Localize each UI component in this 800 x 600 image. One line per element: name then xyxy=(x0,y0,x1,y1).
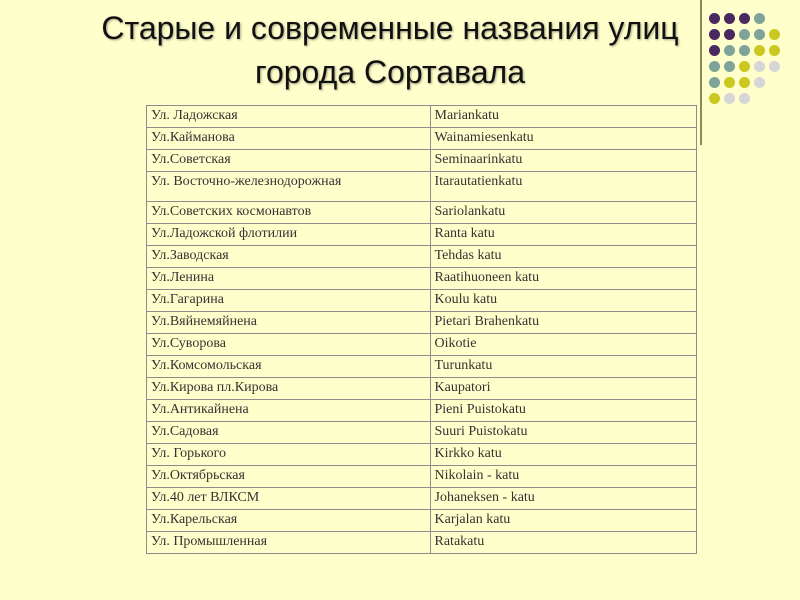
table-row xyxy=(147,466,697,488)
decorative-dot xyxy=(709,29,720,40)
old-street-name-cell: Ул.Советская xyxy=(147,150,431,172)
table-row xyxy=(147,106,697,128)
modern-street-name-cell: Pieni Puistokatu xyxy=(430,400,697,422)
modern-street-name-cell: Itarautatienkatu xyxy=(430,172,697,202)
decorative-dot xyxy=(724,93,735,104)
street-names-table xyxy=(146,105,697,554)
table-row xyxy=(147,356,697,378)
table-row xyxy=(147,290,697,312)
decorative-dot xyxy=(739,61,750,72)
table-row xyxy=(147,150,697,172)
decorative-dot xyxy=(724,45,735,56)
decorative-dot xyxy=(769,45,780,56)
old-street-name-cell: Ул. Восточно-железнодорожная xyxy=(147,172,431,202)
decorative-dot xyxy=(709,45,720,56)
old-street-name-cell: Ул.Садовая xyxy=(147,422,431,444)
old-street-name-cell: Ул.Кайманова xyxy=(147,128,431,150)
old-street-name-cell: Ул.Октябрьская xyxy=(147,466,431,488)
decorative-dot xyxy=(754,77,765,88)
modern-street-name-cell: Kirkko katu xyxy=(430,444,697,466)
old-street-name-cell: Ул.Ленина xyxy=(147,268,431,290)
old-street-name-cell: Ул.40 лет ВЛКСМ xyxy=(147,488,431,510)
modern-street-name-cell: Mariankatu xyxy=(430,106,697,128)
decorative-dot xyxy=(739,93,750,104)
decorative-dot-grid xyxy=(709,13,780,104)
modern-street-name-cell: Suuri Puistokatu xyxy=(430,422,697,444)
decorative-dot xyxy=(739,77,750,88)
table-row xyxy=(147,378,697,400)
modern-street-name-cell: Raatihuoneen katu xyxy=(430,268,697,290)
old-street-name-cell: Ул. Промышленная xyxy=(147,532,431,554)
modern-street-name-cell: Turunkatu xyxy=(430,356,697,378)
old-street-name-cell: Ул. Горького xyxy=(147,444,431,466)
table-row xyxy=(147,510,697,532)
old-street-name-cell: Ул.Вяйнемяйнена xyxy=(147,312,431,334)
slide-title-line-2: города Сортавала xyxy=(254,54,525,90)
table-row xyxy=(147,224,697,246)
table-row xyxy=(147,128,697,150)
decorative-dot xyxy=(724,13,735,24)
decorative-dot xyxy=(739,29,750,40)
old-street-name-cell: Ул.Карельская xyxy=(147,510,431,532)
decorative-dot xyxy=(754,45,765,56)
table-row xyxy=(147,532,697,554)
modern-street-name-cell: Oikotie xyxy=(430,334,697,356)
table-row xyxy=(147,422,697,444)
modern-street-name-cell: Johaneksen - katu xyxy=(430,488,697,510)
old-street-name-cell: Ул.Советских космонавтов xyxy=(147,202,431,224)
modern-street-name-cell: Wainamiesenkatu xyxy=(430,128,697,150)
decorative-dot xyxy=(754,29,765,40)
table-row xyxy=(147,268,697,290)
modern-street-name-cell: Karjalan katu xyxy=(430,510,697,532)
table-row xyxy=(147,488,697,510)
decorative-dot xyxy=(769,29,780,40)
old-street-name-cell: Ул.Комсомольская xyxy=(147,356,431,378)
modern-street-name-cell: Koulu katu xyxy=(430,290,697,312)
table-row xyxy=(147,172,697,202)
old-street-name-cell: Ул.Антикайнена xyxy=(147,400,431,422)
old-street-name-cell: Ул.Заводская xyxy=(147,246,431,268)
decorative-dot xyxy=(724,29,735,40)
table-row xyxy=(147,202,697,224)
decorative-dot xyxy=(739,45,750,56)
decorative-vertical-line xyxy=(700,0,702,145)
decorative-dot xyxy=(709,13,720,24)
table-row xyxy=(147,400,697,422)
old-street-name-cell: Ул.Суворова xyxy=(147,334,431,356)
decorative-dot xyxy=(709,61,720,72)
table-row xyxy=(147,312,697,334)
slide-title xyxy=(0,6,780,94)
decorative-dot xyxy=(724,77,735,88)
table-row xyxy=(147,246,697,268)
decorative-dot xyxy=(709,77,720,88)
modern-street-name-cell: Pietari Brahenkatu xyxy=(430,312,697,334)
slide-title-line-1: Старые и современные названия улиц xyxy=(101,10,679,46)
old-street-name-cell: Ул.Кирова пл.Кирова xyxy=(147,378,431,400)
decorative-dot xyxy=(724,61,735,72)
decorative-dot xyxy=(754,13,765,24)
modern-street-name-cell: Ratakatu xyxy=(430,532,697,554)
modern-street-name-cell: Kaupatori xyxy=(430,378,697,400)
old-street-name-cell: Ул.Ладожской флотилии xyxy=(147,224,431,246)
modern-street-name-cell: Tehdas katu xyxy=(430,246,697,268)
old-street-name-cell: Ул.Гагарина xyxy=(147,290,431,312)
decorative-dot xyxy=(739,13,750,24)
table-row xyxy=(147,444,697,466)
decorative-dot xyxy=(754,61,765,72)
modern-street-name-cell: Seminaarinkatu xyxy=(430,150,697,172)
decorative-dot xyxy=(709,93,720,104)
modern-street-name-cell: Sariolankatu xyxy=(430,202,697,224)
old-street-name-cell: Ул. Ладожская xyxy=(147,106,431,128)
decorative-dot xyxy=(769,61,780,72)
modern-street-name-cell: Ranta katu xyxy=(430,224,697,246)
modern-street-name-cell: Nikolain - katu xyxy=(430,466,697,488)
table-row xyxy=(147,334,697,356)
